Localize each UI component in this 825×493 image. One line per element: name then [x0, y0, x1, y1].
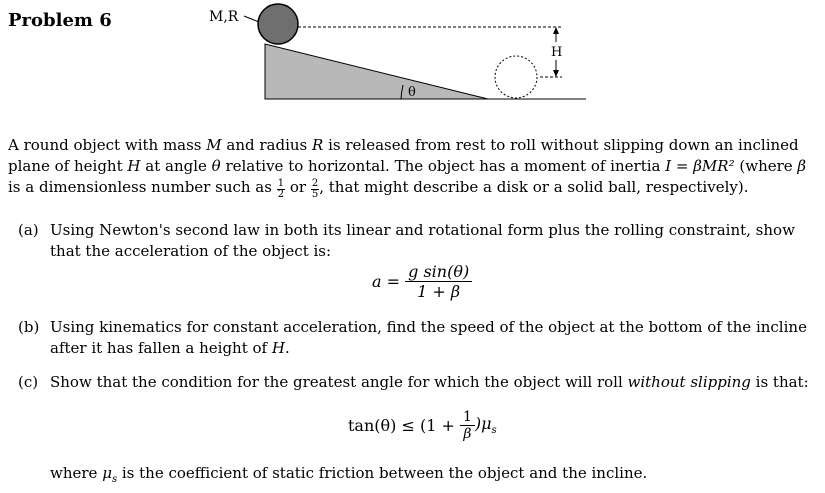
fraction-numerator: 2 [311, 178, 319, 189]
intro-paragraph [8, 135, 820, 200]
symbol-radius: R [312, 136, 324, 154]
intro-text: or [285, 178, 311, 196]
symbol-mu: μ [102, 464, 112, 482]
height-arrowhead-bottom [553, 70, 559, 77]
equation-denominator: 1 + β [417, 282, 461, 301]
where-text-end: is the coefficient of static friction between the object and the incline. [117, 464, 648, 482]
inertia-formula: I = βMR² [665, 157, 735, 175]
intro-text: and radius [221, 136, 313, 154]
intro-text: is released from rest to roll without slipping down an inclined plane of height [8, 136, 799, 175]
equation-subscript: s [491, 425, 497, 437]
equation-lhs: tan(θ) ≤ (1 + [348, 416, 455, 435]
equation-rhs: )μ [474, 414, 492, 434]
label-pointer [244, 16, 259, 22]
fraction-two-fifths [311, 179, 319, 200]
equation-lhs: a = [372, 272, 401, 291]
part-c-body: Show that the condition for the greatest angle for which the object will roll [50, 373, 628, 391]
rolling-object-top [258, 4, 298, 44]
fraction-one-half [277, 179, 285, 200]
intro-text: relative to horizontal. The object has a moment of inertia [220, 157, 666, 175]
part-c-body-end: is that: [750, 373, 809, 391]
part-b-end: . [284, 339, 290, 357]
object-label: M,R [209, 9, 239, 25]
symbol-theta: θ [211, 157, 221, 175]
rolling-object-bottom [495, 56, 537, 98]
intro-text: A round object with mass [8, 136, 207, 154]
problem-title: Problem 6 [8, 10, 112, 31]
height-arrowhead-top [553, 27, 559, 34]
mu-subscript: s [111, 474, 118, 485]
symbol-beta: β [797, 157, 807, 175]
part-b-label: (b) [18, 318, 40, 336]
incline-plane [265, 44, 488, 99]
equation-numerator: 1 [460, 409, 475, 426]
symbol-height: H [271, 339, 285, 357]
intro-text: (where [734, 157, 798, 175]
incline-figure [0, 0, 825, 110]
fraction-denominator: 2 [277, 189, 285, 200]
part-b-text [50, 317, 818, 359]
where-text: where [50, 464, 103, 482]
part-c-where-line [50, 463, 820, 490]
acceleration-equation [372, 262, 472, 301]
part-c-label: (c) [18, 373, 39, 391]
symbol-mass: M [206, 136, 222, 154]
acceleration-fraction [405, 262, 472, 301]
equation-denominator: β [463, 426, 472, 442]
symbol-height: H [127, 157, 141, 175]
part-c-text [50, 372, 818, 393]
part-c-emphasis: without slipping [627, 373, 751, 391]
part-a-text: Using Newton's second law in both its linear and rotational form plus the rolling constraint, show that the acceleration of the object is: [50, 221, 795, 260]
equation-numerator: g sin(θ) [405, 262, 472, 282]
part-c [18, 372, 818, 393]
inverse-beta-fraction [460, 409, 475, 442]
part-a [18, 220, 818, 262]
fraction-numerator: 1 [277, 178, 285, 189]
angle-label: θ [408, 85, 416, 100]
intro-text: is a dimensionless number such as [8, 178, 277, 196]
part-b-body: Using kinematics for constant acceleration, find the speed of the object at the bottom of the incline after it has fallen a height of [50, 318, 807, 357]
intro-text: at angle [140, 157, 212, 175]
friction-condition-equation [348, 409, 497, 442]
part-a-label: (a) [18, 221, 39, 239]
height-label: H [551, 45, 563, 60]
part-b [18, 317, 818, 359]
fraction-denominator: 5 [311, 189, 319, 200]
intro-text: , that might describe a disk or a solid ball, respectively). [319, 178, 749, 196]
